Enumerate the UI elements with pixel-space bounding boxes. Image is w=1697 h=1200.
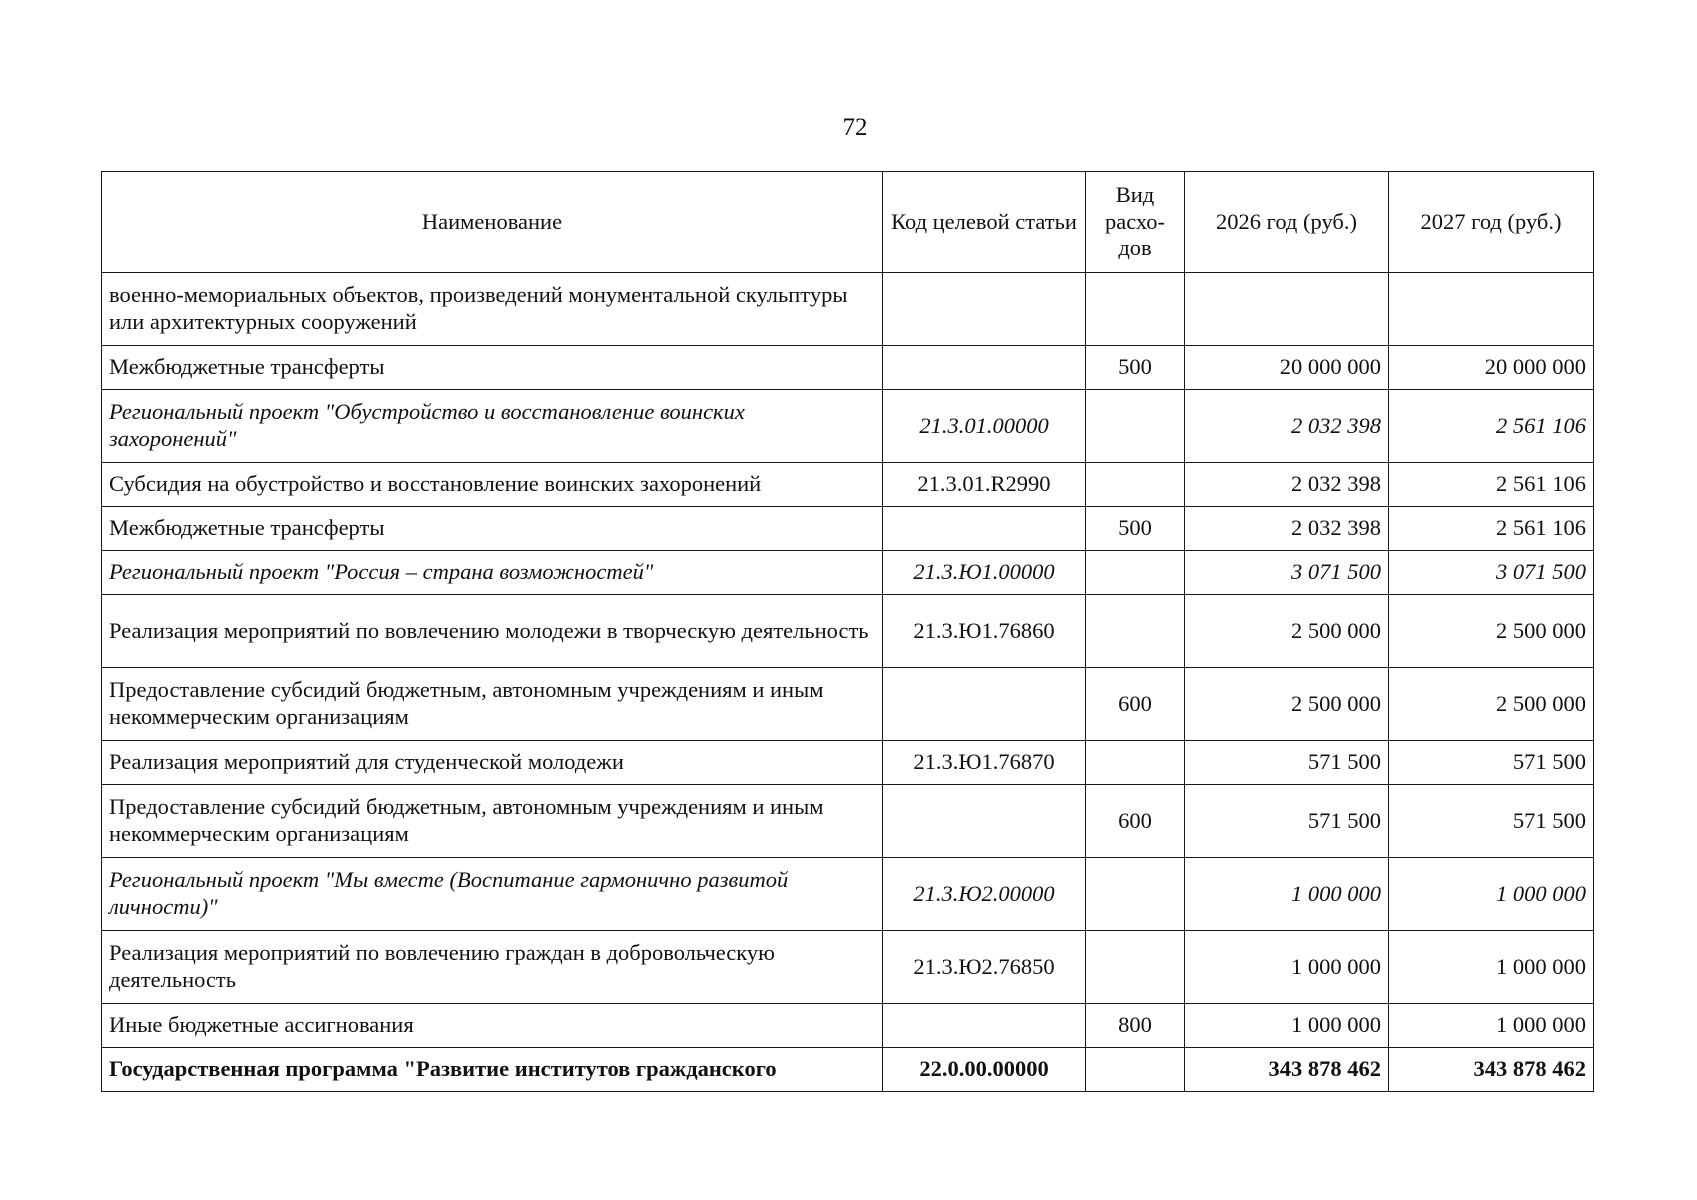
row-2026: 3 071 500 xyxy=(1185,551,1389,595)
row-name: Реализация мероприятий по вовлечению молодежи в творческую деятельность xyxy=(102,595,883,668)
row-2026: 571 500 xyxy=(1185,785,1389,858)
table-row xyxy=(102,273,1594,346)
table-row xyxy=(102,390,1594,463)
row-2026: 343 878 462 xyxy=(1185,1048,1389,1092)
row-type xyxy=(1086,273,1185,346)
row-2027: 2 561 106 xyxy=(1389,390,1594,463)
header-year-2027 xyxy=(1389,172,1594,273)
row-type: 600 xyxy=(1086,785,1185,858)
row-2026: 2 500 000 xyxy=(1185,668,1389,741)
table-row xyxy=(102,668,1594,741)
row-type xyxy=(1086,858,1185,931)
table-row xyxy=(102,463,1594,507)
row-2027: 1 000 000 xyxy=(1389,1004,1594,1048)
row-type: 600 xyxy=(1086,668,1185,741)
row-code xyxy=(883,1004,1086,1048)
row-type: 800 xyxy=(1086,1004,1185,1048)
row-code: 21.3.Ю2.76850 xyxy=(883,931,1086,1004)
row-2027: 571 500 xyxy=(1389,785,1594,858)
table-row xyxy=(102,741,1594,785)
row-name: Предоставление субсидий бюджетным, автономным учреждениям и иным некоммерческим организациям xyxy=(102,785,883,858)
table-row xyxy=(102,785,1594,858)
row-name: военно-мемориальных объектов, произведений монументальной скульптуры или архитектурных сооружений xyxy=(102,273,883,346)
page-number: 72 xyxy=(842,114,868,141)
table-row xyxy=(102,931,1594,1004)
header-type xyxy=(1086,172,1185,273)
row-type xyxy=(1086,463,1185,507)
row-type xyxy=(1086,551,1185,595)
table-row xyxy=(102,858,1594,931)
table-row xyxy=(102,507,1594,551)
header-code xyxy=(883,172,1086,273)
header-type-text: Вид расхо-дов xyxy=(1104,182,1166,261)
row-2027: 343 878 462 xyxy=(1389,1048,1594,1092)
row-2027: 3 071 500 xyxy=(1389,551,1594,595)
row-code: 21.3.Ю2.00000 xyxy=(883,858,1086,931)
row-2026: 1 000 000 xyxy=(1185,931,1389,1004)
row-type xyxy=(1086,741,1185,785)
row-2027: 2 561 106 xyxy=(1389,463,1594,507)
row-name: Межбюджетные трансферты xyxy=(102,507,883,551)
row-code: 21.3.Ю1.76870 xyxy=(883,741,1086,785)
row-2027: 20 000 000 xyxy=(1389,346,1594,390)
row-2026 xyxy=(1185,273,1389,346)
row-code: 21.3.Ю1.76860 xyxy=(883,595,1086,668)
row-type: 500 xyxy=(1086,346,1185,390)
row-2027: 571 500 xyxy=(1389,741,1594,785)
row-code xyxy=(883,346,1086,390)
table-row xyxy=(102,551,1594,595)
row-code xyxy=(883,668,1086,741)
row-2026: 2 032 398 xyxy=(1185,390,1389,463)
header-year-2027-text: 2027 год (руб.) xyxy=(1420,208,1562,234)
row-code xyxy=(883,273,1086,346)
row-name: Субсидия на обустройство и восстановление воинских захоронений xyxy=(102,463,883,507)
table-row xyxy=(102,346,1594,390)
row-type xyxy=(1086,931,1185,1004)
row-name: Межбюджетные трансферты xyxy=(102,346,883,390)
row-code xyxy=(883,507,1086,551)
header-code-text: Код целевой статьи xyxy=(891,208,1077,234)
table-row xyxy=(102,595,1594,668)
row-code: 22.0.00.00000 xyxy=(883,1048,1086,1092)
row-name: Региональный проект "Мы вместе (Воспитание гармонично развитой личности)" xyxy=(102,858,883,931)
row-2026: 1 000 000 xyxy=(1185,858,1389,931)
row-type xyxy=(1086,390,1185,463)
row-name: Предоставление субсидий бюджетным, автономным учреждениям и иным некоммерческим организациям xyxy=(102,668,883,741)
row-code: 21.3.01.00000 xyxy=(883,390,1086,463)
row-code: 21.3.Ю1.00000 xyxy=(883,551,1086,595)
row-code: 21.3.01.R2990 xyxy=(883,463,1086,507)
table-header-row xyxy=(102,172,1594,273)
row-2027: 2 500 000 xyxy=(1389,668,1594,741)
row-2026: 1 000 000 xyxy=(1185,1004,1389,1048)
row-name: Государственная программа "Развитие институтов гражданского xyxy=(102,1048,883,1092)
row-2026: 571 500 xyxy=(1185,741,1389,785)
row-2027: 1 000 000 xyxy=(1389,858,1594,931)
row-code xyxy=(883,785,1086,858)
row-2026: 20 000 000 xyxy=(1185,346,1389,390)
row-name: Иные бюджетные ассигнования xyxy=(102,1004,883,1048)
table-row xyxy=(102,1004,1594,1048)
row-2027: 2 500 000 xyxy=(1389,595,1594,668)
budget-table xyxy=(101,171,1594,1092)
row-2026: 2 500 000 xyxy=(1185,595,1389,668)
header-year-2026 xyxy=(1185,172,1389,273)
row-name: Реализация мероприятий для студенческой молодежи xyxy=(102,741,883,785)
row-2027: 1 000 000 xyxy=(1389,931,1594,1004)
row-name: Региональный проект "Обустройство и восстановление воинских захоронений" xyxy=(102,390,883,463)
row-2027: 2 561 106 xyxy=(1389,507,1594,551)
row-2026: 2 032 398 xyxy=(1185,463,1389,507)
header-name: Наименование xyxy=(102,172,883,273)
row-name: Региональный проект "Россия – страна возможностей" xyxy=(102,551,883,595)
table-row xyxy=(102,1048,1594,1092)
row-type xyxy=(1086,595,1185,668)
row-type xyxy=(1086,1048,1185,1092)
header-year-2026-text: 2026 год (руб.) xyxy=(1216,208,1357,234)
row-type: 500 xyxy=(1086,507,1185,551)
row-2027 xyxy=(1389,273,1594,346)
row-2026: 2 032 398 xyxy=(1185,507,1389,551)
row-name: Реализация мероприятий по вовлечению граждан в добровольческую деятельность xyxy=(102,931,883,1004)
